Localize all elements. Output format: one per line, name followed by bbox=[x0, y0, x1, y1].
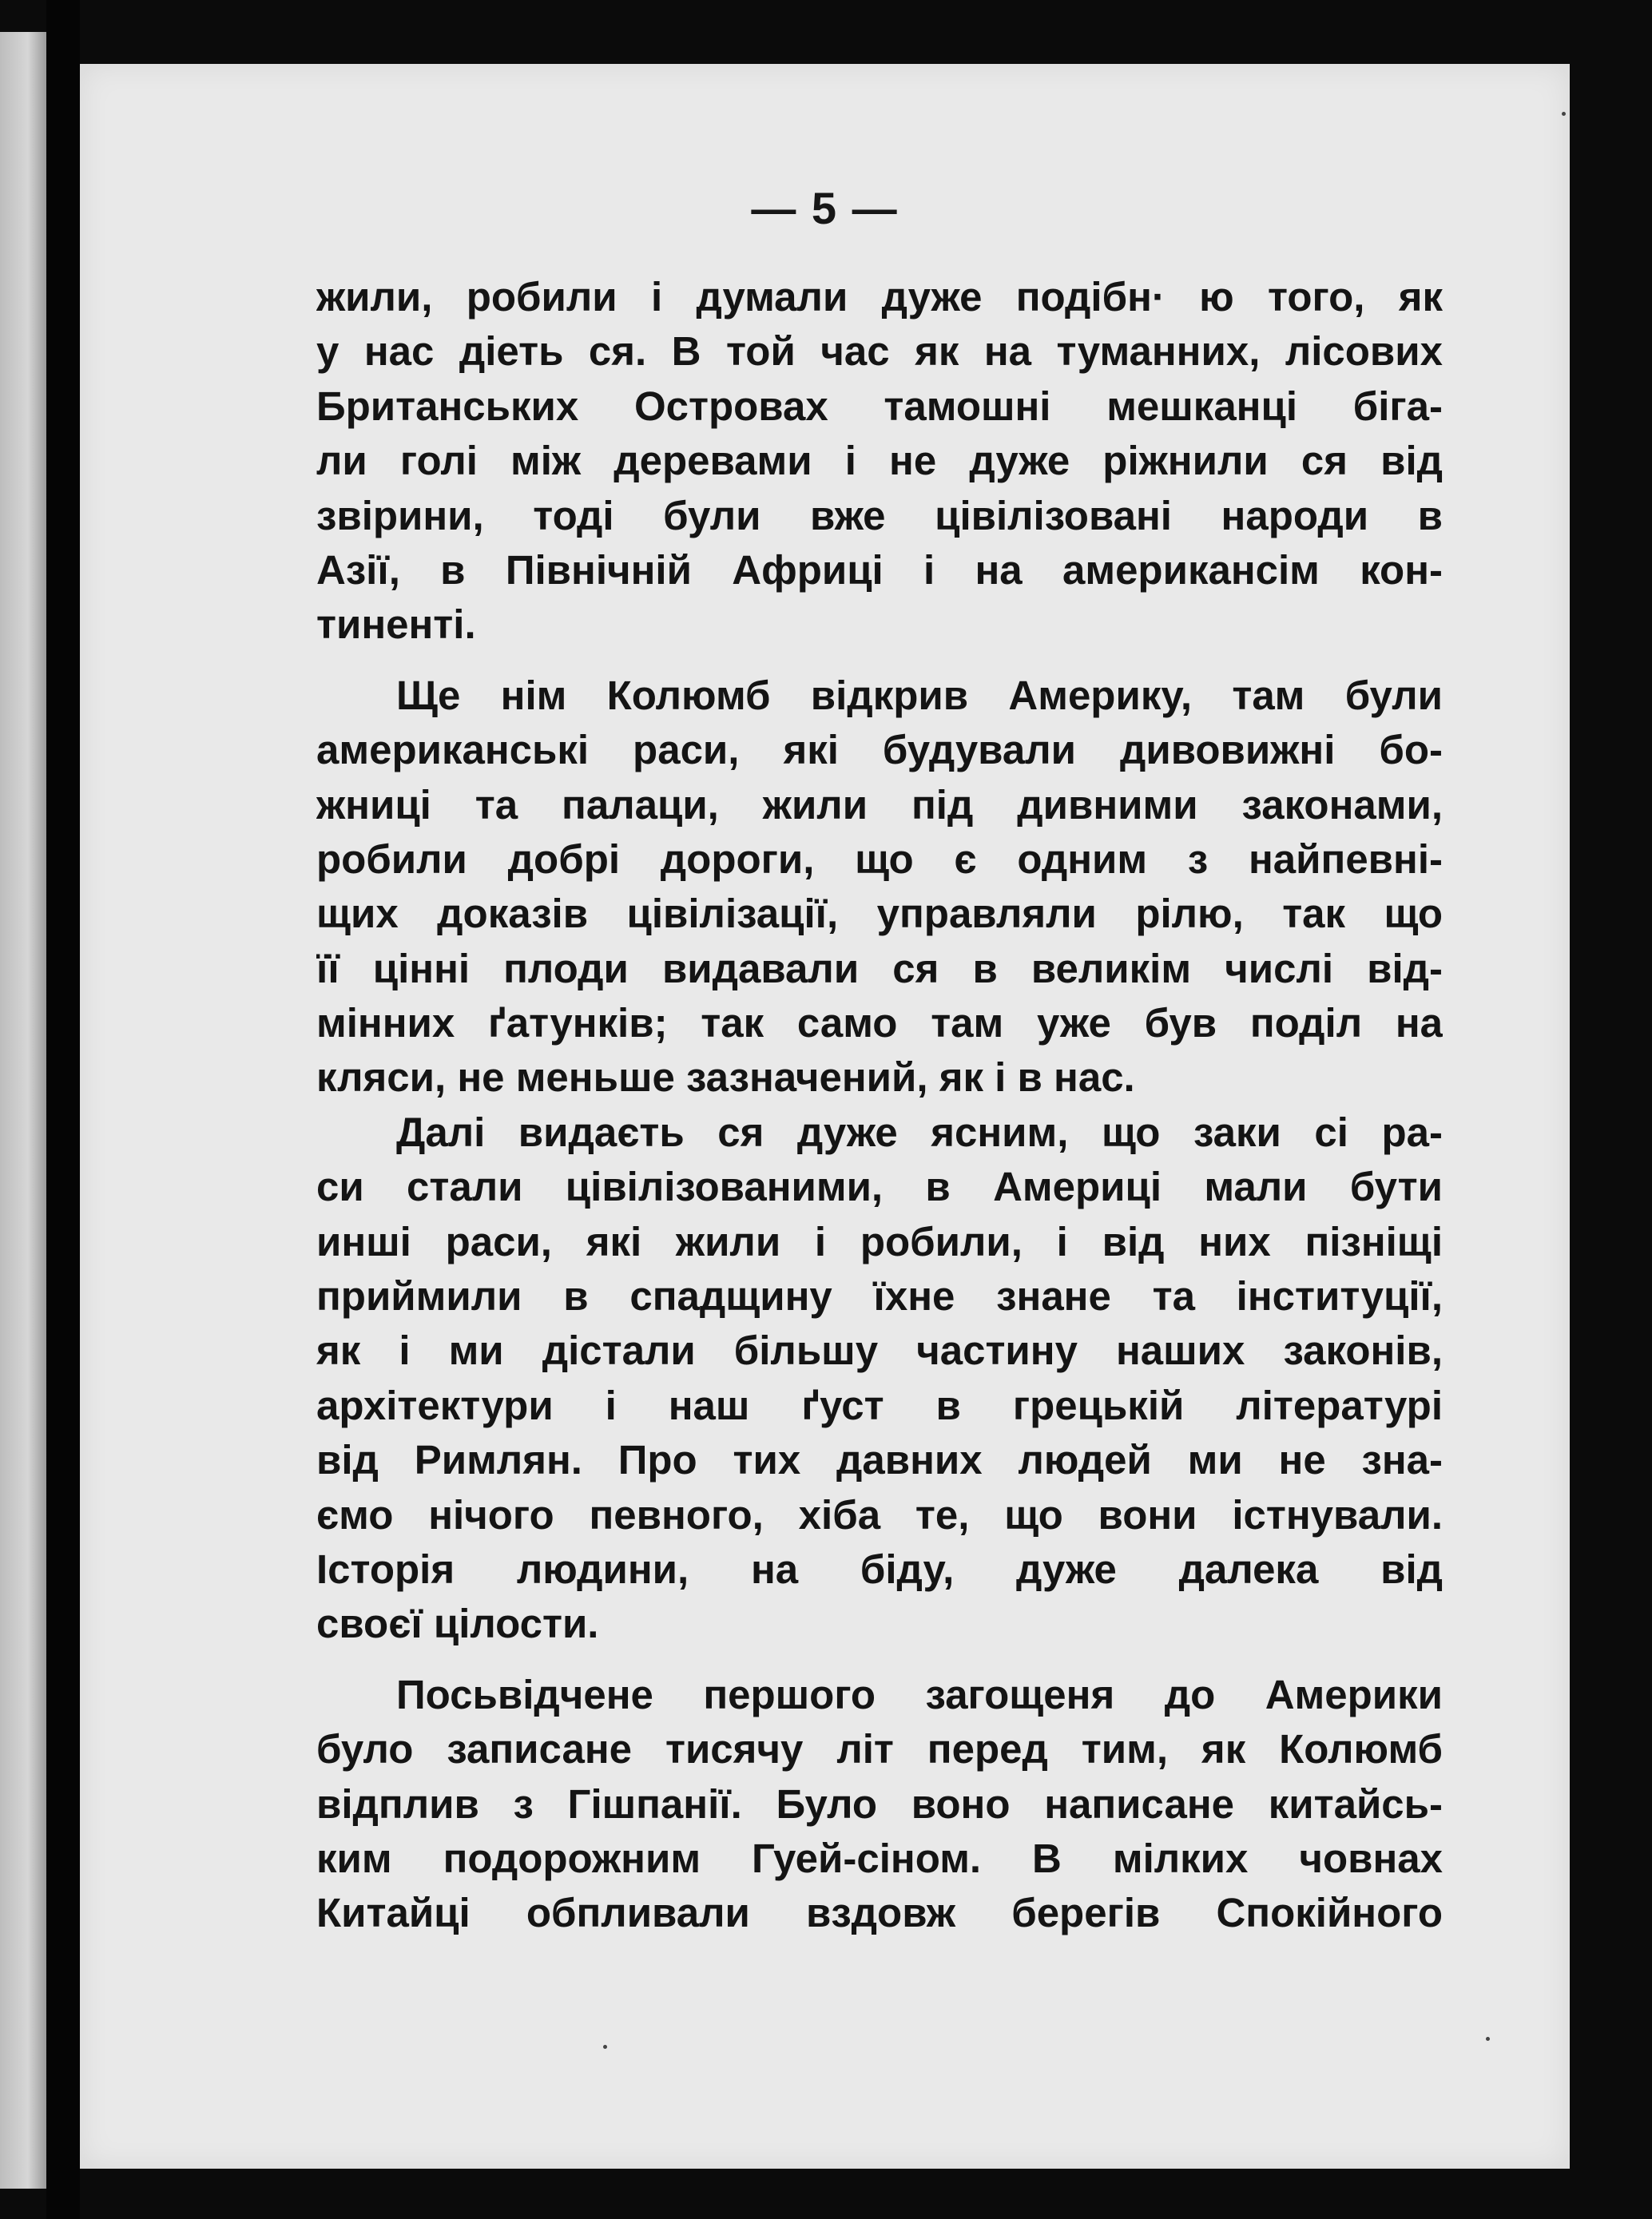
text-line: кляси, не меньше зазначений, як і в нас. bbox=[316, 1054, 1135, 1101]
text-line: архітектури і наш ґуст в грецькій літературі bbox=[316, 1382, 1443, 1428]
text-line: Китайці обпливали вздовж берегів Спокійного bbox=[316, 1890, 1443, 1936]
text-line: ли голі між деревами і не дуже ріжнили ся від bbox=[316, 438, 1443, 484]
paragraph-1 bbox=[316, 270, 1443, 653]
text-line: Далі видаєть ся дуже ясним, що заки сі ра- bbox=[396, 1109, 1443, 1155]
text-line: Посьвідчене першого загощеня до Америки bbox=[396, 1671, 1443, 1717]
text-line: тиненті. bbox=[316, 601, 476, 648]
text-line: Британських Островах тамошні мешканці біга- bbox=[316, 383, 1443, 429]
paragraph-2 bbox=[316, 669, 1443, 1106]
text-line: Історія людини, на біду, дуже далека від bbox=[316, 1546, 1443, 1592]
adjacent-page-edge bbox=[0, 32, 46, 2189]
text-line: як і ми дістали більшу частину наших законів, bbox=[316, 1328, 1443, 1374]
text-line: приймили в спадщину їхне знане та інституції, bbox=[316, 1273, 1443, 1320]
text-line: жниці та палаци, жили під дивними законами, bbox=[316, 781, 1443, 828]
text-line: від Римлян. Про тих давних людей ми не зна- bbox=[316, 1437, 1443, 1483]
book-gutter bbox=[46, 0, 80, 2219]
paragraph-3 bbox=[316, 1106, 1443, 1652]
scan-speck bbox=[1486, 2037, 1490, 2041]
text-line: щих доказів цівілізації, управляли рілю, так що bbox=[316, 891, 1443, 937]
text-line: мінних ґатунків; так само там уже був поділ на bbox=[316, 1000, 1443, 1046]
paragraph-4 bbox=[316, 1668, 1443, 1941]
text-line: Ще нім Колюмб відкрив Америку, там були bbox=[396, 672, 1443, 718]
text-line: було записане тисячу літ перед тим, як Колюмб bbox=[316, 1726, 1443, 1772]
text-line: відплив з Гішпанії. Було воно написане китайсь- bbox=[316, 1780, 1443, 1827]
scanned-page bbox=[80, 64, 1570, 2169]
text-line: у нас діеть ся. В той час як на туманних, лісових bbox=[316, 328, 1443, 375]
text-line: си стали цівілізованими, в Америці мали бути bbox=[316, 1164, 1443, 1210]
text-line: жили, робили і думали дуже подібн· ю того, як bbox=[316, 274, 1443, 320]
paragraph-gap bbox=[316, 1652, 1443, 1668]
paragraph-gap bbox=[316, 653, 1443, 669]
text-line: Азії, в Північній Африці і на американсім кон- bbox=[316, 546, 1443, 593]
text-line: своєї цілости. bbox=[316, 1601, 599, 1647]
scan-speck bbox=[1562, 112, 1566, 116]
page-number: — 5 — bbox=[751, 183, 899, 233]
text-line: американські раси, які будували дивовижні бо- bbox=[316, 727, 1443, 773]
text-line: звірини, тоді були вже цівілізовані народи в bbox=[316, 492, 1443, 538]
text-line: її цінні плоди видавали ся в великім числі від- bbox=[316, 945, 1443, 991]
text-line: ємо нічого певного, хіба те, що вони істнували. bbox=[316, 1491, 1443, 1538]
scan-speck bbox=[603, 2045, 607, 2049]
page-body bbox=[316, 270, 1443, 1941]
text-line: ким подорожним Гуей-сіном. В мілких човнах bbox=[316, 1835, 1443, 1881]
text-line: инші раси, які жили і робили, і від них пізніщі bbox=[316, 1218, 1443, 1264]
text-line: робили добрі дороги, що є одним з найпевні- bbox=[316, 836, 1443, 882]
